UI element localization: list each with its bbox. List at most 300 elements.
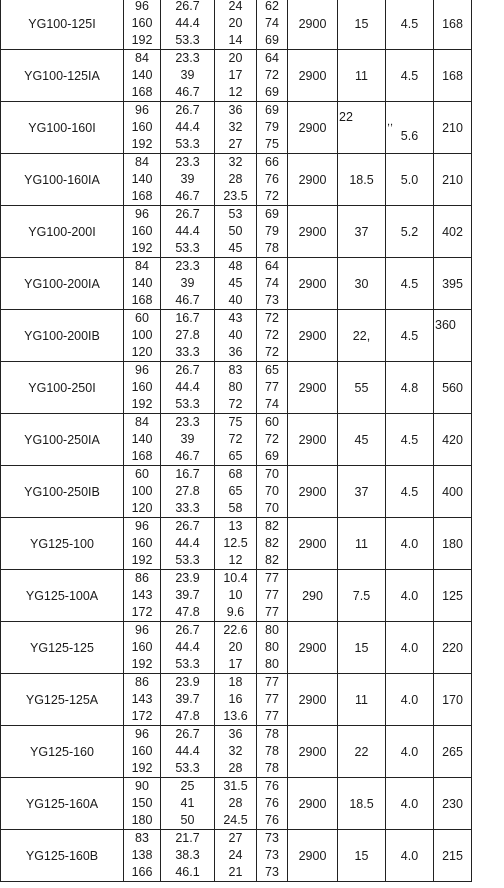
flow-m3h-cell-value: 84 — [135, 51, 149, 65]
flow-ls-cell-value: 23.9 — [175, 675, 200, 689]
head-cell-value: 18 — [228, 675, 243, 689]
power-cell — [338, 830, 386, 882]
flow-m3h-cell-value: 96 — [135, 363, 149, 377]
head-cell — [215, 518, 257, 570]
flow-m3h-cell — [124, 414, 161, 466]
efficiency-cell-value: 76 — [265, 813, 279, 827]
flow-m3h-cell-value: 192 — [131, 137, 153, 151]
flow-ls-cell-value: 46.7 — [175, 85, 200, 99]
head-cell — [215, 102, 257, 154]
weight-value: 180 — [442, 536, 463, 551]
power-cell — [338, 726, 386, 778]
efficiency-cell-value: 77 — [265, 380, 279, 394]
model-cell: YG100-200IA — [1, 258, 124, 310]
power-value: 15 — [354, 16, 369, 31]
flow-m3h-cell-value: 84 — [135, 259, 149, 273]
head-cell — [215, 622, 257, 674]
efficiency-cell-value: 70 — [265, 484, 279, 498]
flow-ls-cell — [161, 154, 215, 206]
efficiency-cell — [257, 154, 288, 206]
speed-cell: 2900 — [288, 362, 338, 414]
head-cell-value: 13.6 — [223, 709, 248, 723]
head-cell — [215, 466, 257, 518]
flow-ls-cell-value: 23.3 — [175, 155, 200, 169]
flow-ls-cell-value: 44.4 — [175, 16, 200, 30]
flow-m3h-cell-value: 143 — [131, 692, 153, 706]
efficiency-cell-value: 75 — [265, 137, 279, 151]
table-row — [1, 570, 472, 622]
weight-value: 360 — [435, 318, 456, 332]
flow-ls-cell-value: 53.3 — [175, 137, 200, 151]
efficiency-cell-value: 80 — [265, 657, 279, 671]
npsh-mark: ,, — [387, 116, 394, 128]
flow-m3h-cell-value: 60 — [135, 467, 149, 481]
power-value: 11 — [355, 692, 368, 707]
efficiency-cell — [257, 362, 288, 414]
flow-m3h-cell-value: 166 — [131, 865, 153, 879]
weight-cell — [434, 258, 472, 310]
efficiency-cell-value: 62 — [265, 0, 279, 13]
flow-ls-cell-value: 44.4 — [175, 224, 200, 238]
flow-m3h-cell-value: 100 — [131, 328, 153, 342]
weight-value: 125 — [442, 588, 463, 603]
flow-ls-cell-value: 26.7 — [175, 0, 200, 13]
head-cell — [215, 570, 257, 622]
model-cell: YG125-125 — [1, 622, 124, 674]
speed-cell: 2900 — [288, 102, 338, 154]
flow-ls-cell-value: 46.7 — [175, 189, 200, 203]
flow-m3h-cell-value: 168 — [131, 85, 153, 99]
head-cell-value: 83 — [228, 363, 243, 377]
table-row — [1, 102, 472, 154]
head-cell-value: 65 — [228, 449, 243, 463]
head-cell-value: 9.6 — [226, 605, 245, 619]
speed-cell: 2900 — [288, 726, 338, 778]
head-cell-value: 45 — [228, 241, 243, 255]
flow-m3h-cell-value: 96 — [135, 103, 149, 117]
npsh-value: 5.6 — [400, 128, 419, 143]
power-cell — [338, 622, 386, 674]
flow-m3h-cell-value: 96 — [135, 623, 149, 637]
efficiency-cell-value: 72 — [265, 345, 279, 359]
table-row — [1, 362, 472, 414]
speed-cell: 2900 — [288, 414, 338, 466]
efficiency-cell-value: 66 — [265, 155, 279, 169]
efficiency-cell-value: 77 — [265, 709, 279, 723]
efficiency-cell-value: 69 — [265, 207, 279, 221]
weight-value: 420 — [442, 432, 463, 447]
flow-m3h-cell — [124, 830, 161, 882]
flow-m3h-cell-value: 168 — [131, 449, 153, 463]
flow-ls-cell-value: 44.4 — [175, 640, 200, 654]
head-cell-value: 75 — [228, 415, 243, 429]
efficiency-cell — [257, 518, 288, 570]
head-cell-value: 72 — [228, 432, 243, 446]
head-cell-value: 24 — [228, 0, 243, 13]
flow-ls-cell-value: 33.3 — [175, 501, 200, 515]
head-cell-value: 23.5 — [223, 189, 248, 203]
model-cell: YG100-125I — [1, 0, 124, 50]
efficiency-cell-value: 73 — [265, 848, 279, 862]
npsh-cell: 5.2 — [386, 206, 434, 258]
weight-value: 230 — [442, 796, 463, 811]
model-cell: YG100-160I — [1, 102, 124, 154]
efficiency-cell — [257, 206, 288, 258]
flow-m3h-cell-value: 84 — [135, 415, 149, 429]
flow-ls-cell-value: 23.3 — [175, 51, 200, 65]
table-row — [1, 622, 472, 674]
npsh-cell: 4.0 — [386, 570, 434, 622]
efficiency-cell-value: 72 — [265, 328, 279, 342]
efficiency-cell-value: 82 — [265, 536, 279, 550]
flow-ls-cell-value: 27.8 — [175, 484, 200, 498]
npsh-cell: 4.0 — [386, 622, 434, 674]
head-cell — [215, 726, 257, 778]
flow-m3h-cell — [124, 154, 161, 206]
head-cell-value: 17 — [228, 68, 243, 82]
efficiency-cell-value: 77 — [265, 588, 279, 602]
model-cell: YG100-250IB — [1, 466, 124, 518]
efficiency-cell-value: 65 — [265, 363, 279, 377]
weight-cell — [434, 830, 472, 882]
weight-cell — [434, 310, 472, 362]
head-cell-value: 45 — [228, 276, 243, 290]
power-cell — [338, 102, 386, 154]
flow-m3h-cell-value: 120 — [131, 501, 153, 515]
head-cell-value: 28 — [228, 796, 243, 810]
efficiency-cell — [257, 674, 288, 726]
power-value: 22 — [354, 744, 369, 759]
table-row — [1, 0, 472, 50]
flow-m3h-cell — [124, 570, 161, 622]
flow-ls-cell-value: 53.3 — [175, 397, 200, 411]
flow-ls-cell-value: 44.4 — [175, 744, 200, 758]
head-cell-value: 10.4 — [223, 571, 248, 585]
head-cell-value: 14 — [228, 33, 243, 47]
head-cell-value: 22.6 — [223, 623, 248, 637]
head-cell-value: 28 — [228, 761, 243, 775]
flow-m3h-cell-value: 100 — [131, 484, 153, 498]
flow-m3h-cell-value: 160 — [131, 640, 153, 654]
weight-cell — [434, 102, 472, 154]
efficiency-cell — [257, 102, 288, 154]
flow-m3h-cell — [124, 258, 161, 310]
head-cell-value: 32 — [228, 155, 243, 169]
weight-cell — [434, 674, 472, 726]
flow-ls-cell-value: 39 — [180, 68, 195, 82]
model-cell: YG125-100 — [1, 518, 124, 570]
flow-m3h-cell-value: 172 — [131, 709, 153, 723]
flow-m3h-cell-value: 96 — [135, 207, 149, 221]
power-cell — [338, 778, 386, 830]
npsh-cell: 4.5 — [386, 50, 434, 102]
speed-cell: 2900 — [288, 310, 338, 362]
efficiency-cell-value: 72 — [265, 68, 279, 82]
flow-ls-cell-value: 23.3 — [175, 259, 200, 273]
efficiency-cell-value: 79 — [265, 120, 279, 134]
flow-ls-cell — [161, 466, 215, 518]
weight-cell — [434, 206, 472, 258]
head-cell-value: 68 — [228, 467, 243, 481]
head-cell-value: 65 — [228, 484, 243, 498]
flow-m3h-cell — [124, 518, 161, 570]
power-cell — [338, 50, 386, 102]
flow-ls-cell-value: 53.3 — [175, 761, 200, 775]
flow-ls-cell-value: 38.3 — [175, 848, 200, 862]
efficiency-cell-value: 69 — [265, 33, 279, 47]
table-row — [1, 154, 472, 206]
weight-value: 215 — [442, 848, 463, 863]
efficiency-cell — [257, 622, 288, 674]
speed-cell: 2900 — [288, 466, 338, 518]
flow-ls-cell-value: 23.3 — [175, 415, 200, 429]
power-cell — [338, 206, 386, 258]
power-value: 15 — [354, 848, 369, 863]
npsh-cell: 4.5 — [386, 310, 434, 362]
efficiency-cell-value: 72 — [265, 189, 279, 203]
head-cell-value: 10 — [228, 588, 243, 602]
weight-cell — [434, 154, 472, 206]
head-cell-value: 31.5 — [223, 779, 248, 793]
power-value: 15 — [354, 640, 369, 655]
head-cell — [215, 778, 257, 830]
head-cell-value: 28 — [228, 172, 243, 186]
flow-ls-cell-value: 50 — [180, 813, 195, 827]
flow-m3h-cell-value: 140 — [131, 432, 153, 446]
npsh-cell: 4.0 — [386, 778, 434, 830]
model-cell: YG125-125A — [1, 674, 124, 726]
table-row — [1, 310, 472, 362]
speed-cell: 2900 — [288, 518, 338, 570]
speed-cell: 2900 — [288, 258, 338, 310]
flow-m3h-cell — [124, 0, 161, 50]
power-cell — [338, 258, 386, 310]
efficiency-cell-value: 77 — [265, 692, 279, 706]
flow-m3h-cell-value: 96 — [135, 727, 149, 741]
head-cell-value: 24.5 — [223, 813, 248, 827]
efficiency-cell-value: 77 — [265, 675, 279, 689]
flow-ls-cell-value: 39 — [180, 276, 195, 290]
head-cell-value: 36 — [228, 345, 243, 359]
head-cell-value: 27 — [228, 137, 243, 151]
model-cell: YG100-125IA — [1, 50, 124, 102]
flow-m3h-cell-value: 120 — [131, 345, 153, 359]
speed-cell: 290 — [288, 570, 338, 622]
efficiency-cell-value: 73 — [265, 831, 279, 845]
efficiency-cell — [257, 570, 288, 622]
npsh-cell: 4.5 — [386, 414, 434, 466]
efficiency-cell-value: 73 — [265, 293, 279, 307]
npsh-cell: 4.8 — [386, 362, 434, 414]
head-cell-value: 27 — [228, 831, 243, 845]
flow-ls-cell — [161, 50, 215, 102]
weight-value: 560 — [442, 380, 463, 395]
table-row — [1, 50, 472, 102]
flow-m3h-cell-value: 192 — [131, 397, 153, 411]
efficiency-cell-value: 78 — [265, 761, 279, 775]
flow-m3h-cell — [124, 362, 161, 414]
flow-ls-cell — [161, 362, 215, 414]
flow-m3h-cell — [124, 778, 161, 830]
weight-cell — [434, 50, 472, 102]
efficiency-cell — [257, 50, 288, 102]
flow-m3h-cell-value: 192 — [131, 33, 153, 47]
flow-ls-cell — [161, 518, 215, 570]
head-cell — [215, 0, 257, 50]
head-cell-value: 20 — [228, 51, 243, 65]
model-cell: YG125-160B — [1, 830, 124, 882]
efficiency-cell-value: 64 — [265, 259, 279, 273]
power-cell — [338, 466, 386, 518]
speed-cell: 2900 — [288, 674, 338, 726]
flow-ls-cell-value: 44.4 — [175, 536, 200, 550]
flow-ls-cell-value: 41 — [180, 796, 195, 810]
weight-value: 168 — [442, 68, 463, 83]
table-row — [1, 466, 472, 518]
flow-ls-cell-value: 46.7 — [175, 449, 200, 463]
weight-value: 210 — [442, 120, 463, 135]
flow-m3h-cell-value: 172 — [131, 605, 153, 619]
efficiency-cell-value: 76 — [265, 796, 279, 810]
efficiency-cell-value: 69 — [265, 449, 279, 463]
efficiency-cell-value: 78 — [265, 744, 279, 758]
head-cell-value: 58 — [228, 501, 243, 515]
efficiency-cell — [257, 414, 288, 466]
efficiency-cell — [257, 258, 288, 310]
flow-ls-cell-value: 39.7 — [175, 588, 200, 602]
flow-ls-cell — [161, 570, 215, 622]
flow-ls-cell-value: 27.8 — [175, 328, 200, 342]
speed-cell: 2900 — [288, 622, 338, 674]
flow-m3h-cell-value: 96 — [135, 0, 149, 13]
power-value: 7.5 — [352, 588, 371, 603]
flow-m3h-cell-value: 192 — [131, 761, 153, 775]
weight-cell — [434, 0, 472, 50]
flow-m3h-cell-value: 192 — [131, 241, 153, 255]
flow-ls-cell-value: 44.4 — [175, 380, 200, 394]
weight-cell — [434, 778, 472, 830]
flow-ls-cell-value: 53.3 — [175, 553, 200, 567]
flow-ls-cell-value: 53.3 — [175, 33, 200, 47]
weight-value: 168 — [442, 16, 463, 31]
efficiency-cell-value: 72 — [265, 432, 279, 446]
efficiency-cell-value: 80 — [265, 623, 279, 637]
flow-ls-cell — [161, 414, 215, 466]
head-cell-value: 24 — [228, 848, 243, 862]
flow-m3h-cell-value: 180 — [131, 813, 153, 827]
flow-ls-cell-value: 26.7 — [175, 363, 200, 377]
flow-ls-cell-value: 39.7 — [175, 692, 200, 706]
head-cell-value: 32 — [228, 120, 243, 134]
power-value: 18.5 — [349, 796, 374, 811]
table-row — [1, 206, 472, 258]
power-value: 45 — [354, 432, 369, 447]
table-row — [1, 674, 472, 726]
efficiency-cell-value: 82 — [265, 519, 279, 533]
table-row — [1, 258, 472, 310]
table-row — [1, 778, 472, 830]
flow-m3h-cell-value: 160 — [131, 744, 153, 758]
efficiency-cell — [257, 0, 288, 50]
flow-ls-cell-value: 39 — [180, 432, 195, 446]
weight-value: 395 — [442, 276, 463, 291]
flow-ls-cell-value: 33.3 — [175, 345, 200, 359]
npsh-cell: 4.5 — [386, 466, 434, 518]
table-row — [1, 830, 472, 882]
speed-cell: 2900 — [288, 778, 338, 830]
head-cell — [215, 414, 257, 466]
flow-m3h-cell-value: 143 — [131, 588, 153, 602]
flow-m3h-cell — [124, 622, 161, 674]
npsh-cell: 4.0 — [386, 674, 434, 726]
head-cell-value: 17 — [228, 657, 243, 671]
head-cell — [215, 674, 257, 726]
power-value: 55 — [354, 380, 369, 395]
power-cell — [338, 674, 386, 726]
flow-m3h-cell — [124, 310, 161, 362]
flow-ls-cell — [161, 726, 215, 778]
power-value: 37 — [354, 484, 369, 499]
efficiency-cell-value: 64 — [265, 51, 279, 65]
flow-ls-cell — [161, 102, 215, 154]
model-cell: YG125-160 — [1, 726, 124, 778]
efficiency-cell-value: 70 — [265, 501, 279, 515]
weight-cell — [434, 466, 472, 518]
efficiency-cell-value: 78 — [265, 241, 279, 255]
flow-m3h-cell-value: 96 — [135, 519, 149, 533]
flow-ls-cell-value: 21.7 — [175, 831, 200, 845]
efficiency-cell-value: 74 — [265, 276, 279, 290]
flow-ls-cell-value: 16.7 — [175, 311, 200, 325]
flow-ls-cell-value: 23.9 — [175, 571, 200, 585]
flow-ls-cell — [161, 778, 215, 830]
flow-m3h-cell — [124, 50, 161, 102]
power-value: 37 — [354, 224, 369, 239]
flow-m3h-cell-value: 160 — [131, 16, 153, 30]
head-cell-value: 21 — [228, 865, 243, 879]
npsh-cell: 4.0 — [386, 518, 434, 570]
power-value: 11 — [355, 68, 368, 83]
efficiency-cell-value: 78 — [265, 727, 279, 741]
flow-m3h-cell-value: 140 — [131, 276, 153, 290]
efficiency-cell — [257, 466, 288, 518]
power-value: 22, — [352, 328, 371, 343]
flow-m3h-cell-value: 138 — [131, 848, 153, 862]
head-cell-value: 50 — [228, 224, 243, 238]
head-cell-value: 36 — [228, 727, 243, 741]
model-cell: YG100-200I — [1, 206, 124, 258]
flow-m3h-cell-value: 86 — [135, 571, 149, 585]
flow-m3h-cell-value: 192 — [131, 657, 153, 671]
head-cell — [215, 830, 257, 882]
efficiency-cell-value: 60 — [265, 415, 279, 429]
speed-cell: 2900 — [288, 206, 338, 258]
flow-m3h-cell — [124, 674, 161, 726]
efficiency-cell-value: 79 — [265, 224, 279, 238]
flow-m3h-cell-value: 60 — [135, 311, 149, 325]
npsh-cell: 4.0 — [386, 726, 434, 778]
flow-ls-cell-value: 47.8 — [175, 605, 200, 619]
weight-value: 170 — [442, 692, 463, 707]
model-cell: YG100-200IB — [1, 310, 124, 362]
flow-ls-cell-value: 39 — [180, 172, 195, 186]
npsh-cell: 4.0 — [386, 830, 434, 882]
efficiency-cell — [257, 778, 288, 830]
power-value: 11 — [355, 536, 368, 551]
power-cell — [338, 414, 386, 466]
npsh-cell: 4.5 — [386, 0, 434, 50]
efficiency-cell — [257, 830, 288, 882]
